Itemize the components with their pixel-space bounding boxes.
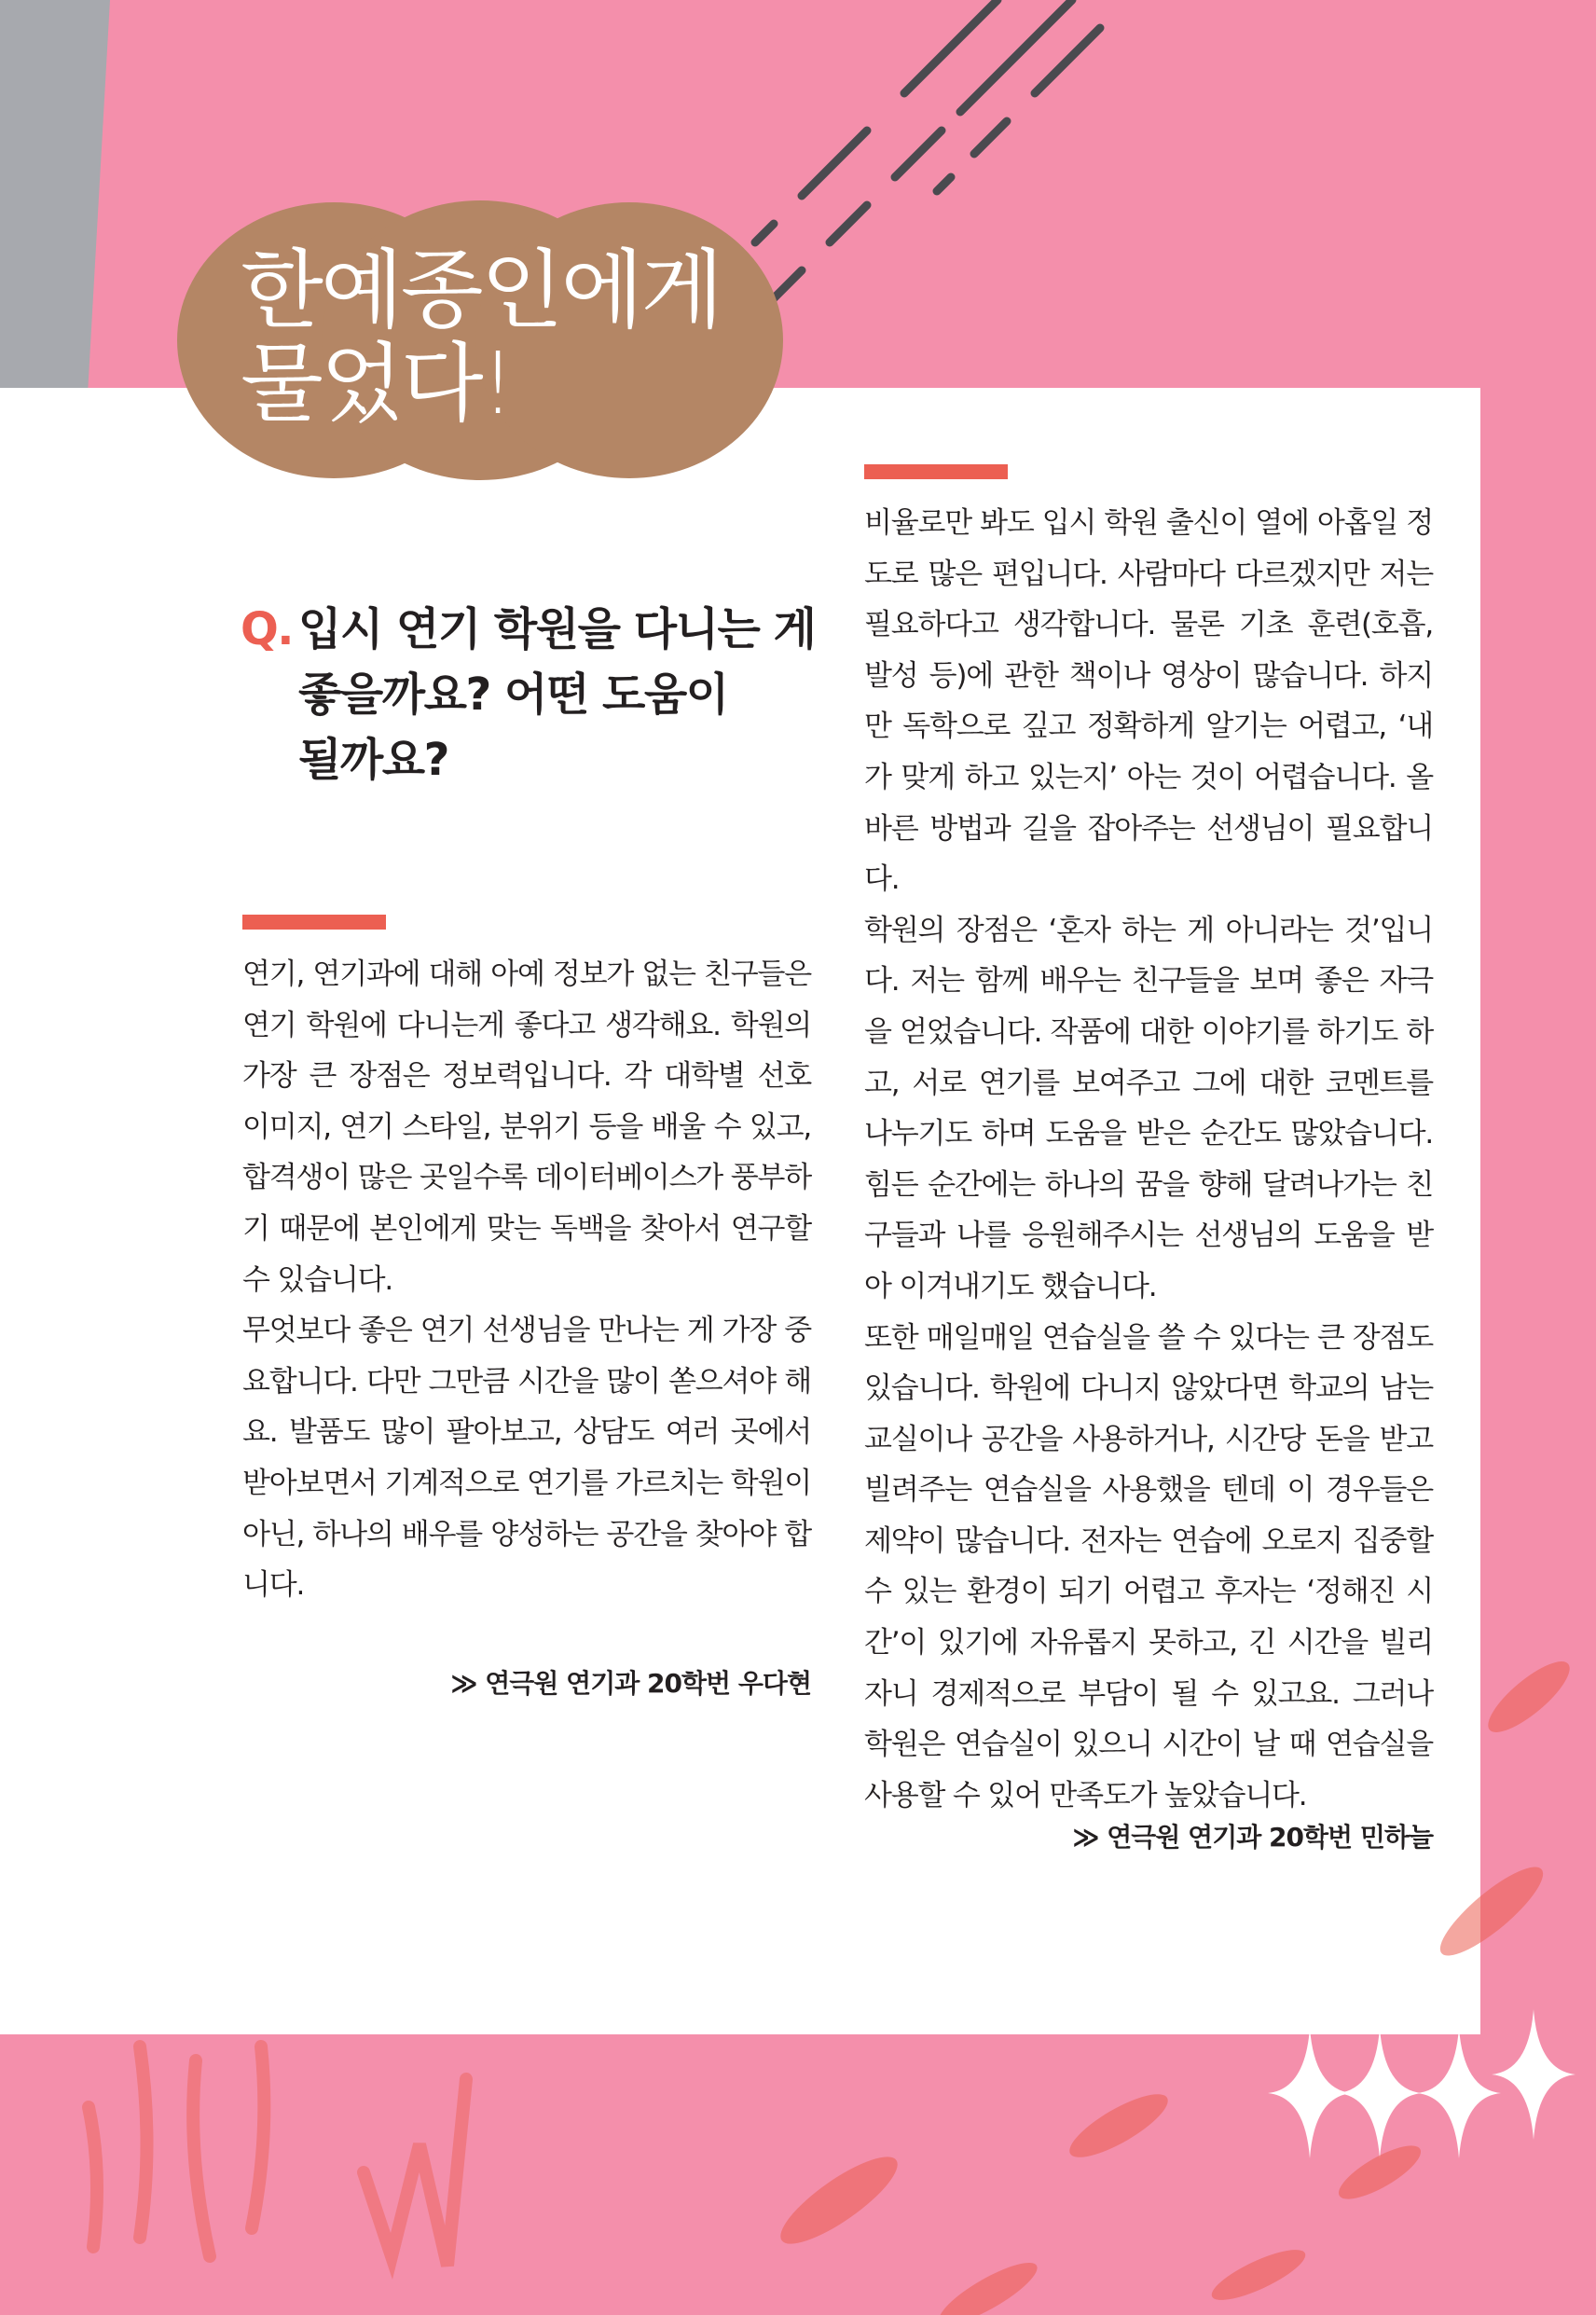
gray-corner-strip [0, 0, 110, 388]
answer-2-byline: ≫ 연극원 연기과 20학번 민하늘 [1072, 1822, 1433, 1853]
question-marker: Q. [241, 603, 294, 655]
answer-2-paragraph: 또한 매일매일 연습실을 쓸 수 있다는 큰 장점도 있습니다. 학원에 다니지 않았다면 학교의 남는 교실이나 공간을 사용하거나, 시간당 돈을 받고 빌려주는 연습실을 사용했을 텐데 이 경우들은 제약이 많습니다. 전자는 연습에 오로지 집중할 수 있는 환경이 되기 어렵고 후자는 ‘정해진 시간’이 있기에 자유롭지 못하고, 긴 시간을 빌리자니 경제적으로 부담이 될 수 있고요. 그러나 학원은 연습실이 있으니 시간이 날 때 연습실을 사용할 수 있어 만족도가 높았습니다. [864, 1320, 1433, 1812]
accent-bar-left [242, 915, 386, 930]
answer-2-paragraph: 학원의 장점은 ‘혼자 하는 게 아니라는 것’입니다. 저는 함께 배우는 친구들을 보며 좋은 자극을 얻었습니다. 작품에 대한 이야기를 하기도 하고, 서로 연기를 보여주고 그에 대한 코멘트를 나누기도 하며 도움을 받은 순간도 많았습니다. 힘든 순간에는 하나의 꿈을 향해 달려나가는 친구들과 나를 응원해주시는 선생님의 도움을 받아 이겨내기도 했습니다. [864, 913, 1433, 1303]
answer-1-text [242, 949, 811, 1611]
page-title: 한예종인에게 물었다! [241, 241, 722, 434]
question-heading [241, 597, 837, 792]
answer-1-paragraph: 무엇보다 좋은 연기 선생님을 만나는 게 가장 중요합니다. 다만 그만큼 시간을 많이 쏟으셔야 해요. 발품도 많이 팔아보고, 상담도 여러 곳에서 받아보면서 기계적으로 연기를 가르치는 학원이 아닌, 하나의 배우를 양성하는 공간을 찾아야 합니다. [242, 1314, 811, 1603]
answer-2-text [864, 498, 1433, 1821]
question-text: 입시 연기 학원을 다니는 게 좋을까요? 어떤 도움이 될까요? [298, 603, 816, 786]
answer-1-byline: ≫ 연극원 연기과 20학번 우다현 [450, 1668, 811, 1699]
accent-bar-right-top [864, 464, 1008, 479]
answer-1-paragraph: 연기, 연기과에 대해 아예 정보가 없는 친구들은 연기 학원에 다니는게 좋다고 생각해요. 학원의 가장 큰 장점은 정보력입니다. 각 대학별 선호 이미지, 연기 스타일, 분위기 등을 배울 수 있고, 합격생이 많은 곳일수록 데이터베이스가 풍부하기 때문에 본인에게 맞는 독백을 찾아서 연구할 수 있습니다. [242, 958, 811, 1297]
answer-2-paragraph: 비율로만 봐도 입시 학원 출신이 열에 아홉일 정도로 많은 편입니다. 사람마다 다르겠지만 저는 필요하다고 생각합니다. 물론 기초 훈련(호흡, 발성 등)에 관한 책이나 영상이 많습니다. 하지만 독학으로 깊고 정확하게 알기는 어렵고, ‘내가 맞게 하고 있는지’ 아는 것이 어렵습니다. 올바른 방법과 길을 잡아주는 선생님이 필요합니다. [864, 506, 1433, 897]
sparkle-stars [1193, 2009, 1596, 2177]
